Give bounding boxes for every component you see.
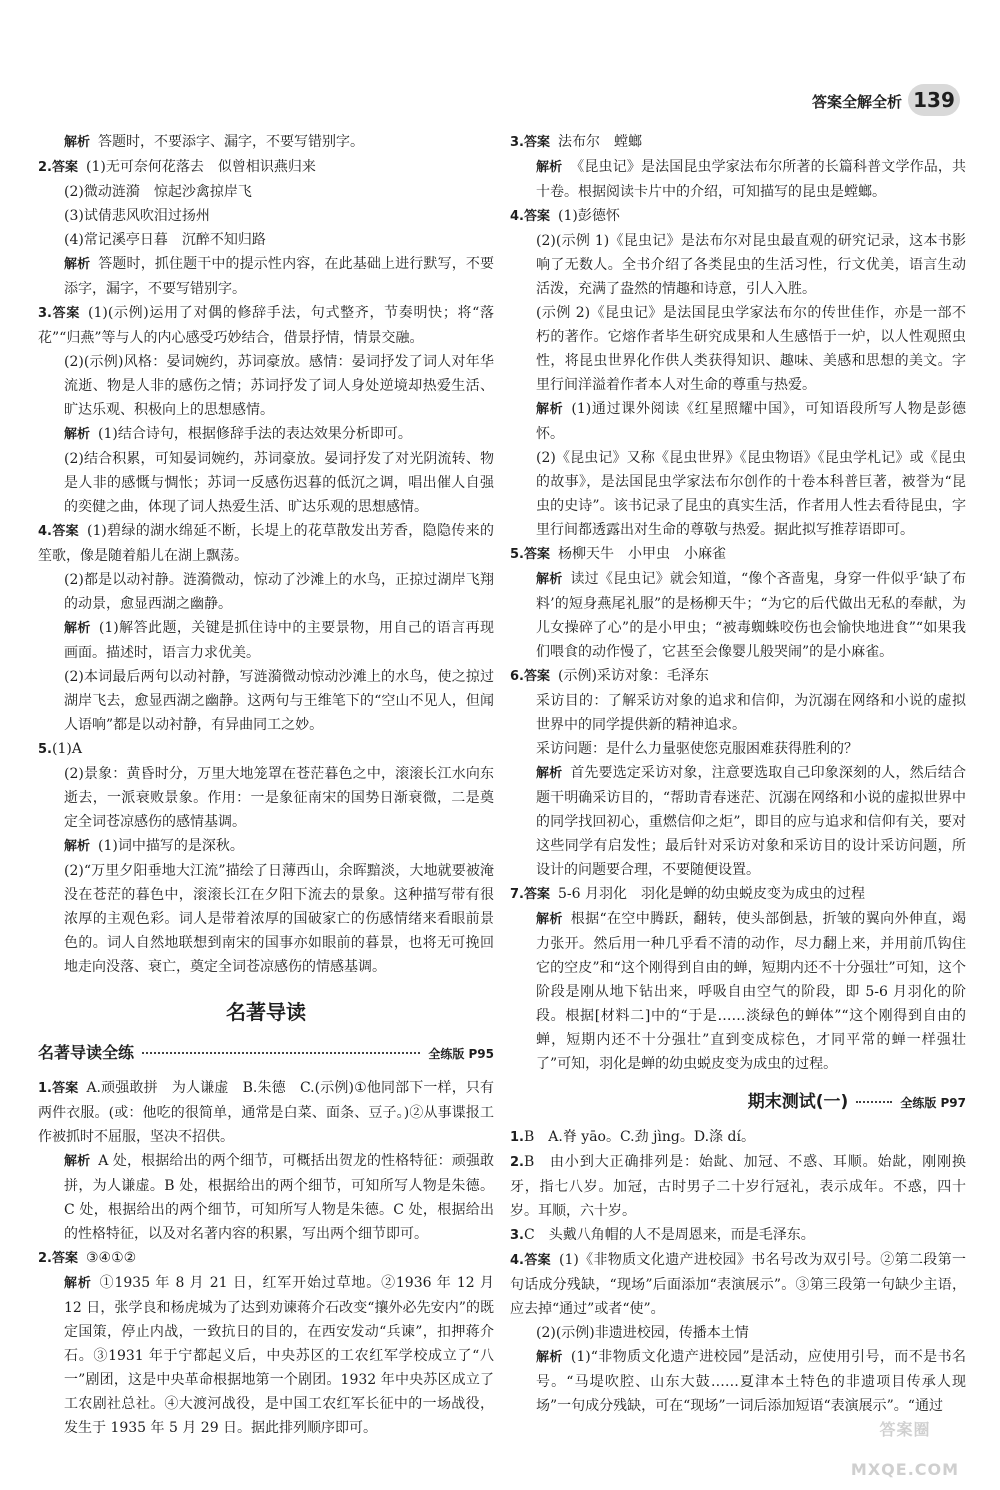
answer-label: 解析 [536,912,563,927]
answer-text: (1)碧绿的湖水绵延不断，长堤上的花草散发出芳香，隐隐传来的笙歌，像是随着船儿在湖上飘荡。 [38,523,494,564]
page-number: 139 [908,84,960,116]
answer-text: (4)常记溪亭日暮 沉醉不知归路 [64,232,266,248]
answer-line [38,130,494,155]
answer-text: (2)都是以动衬静。涟漪微动，惊动了沙滩上的水鸟，正掠过湖岸飞翔的动景，愈显西湖之幽静。 [64,572,494,612]
answer-line [510,397,966,446]
section-title: 名著导读 [226,1000,306,1024]
answer-text: (1)无可奈何花落去 似曾相识燕归来 [86,159,316,175]
question-number: 5. [510,547,524,562]
dot-leader [856,1101,892,1103]
answer-text: A.顽强敢拼 为人谦虚 B.朱德 C.(示例)①他同部下一样，只有两件衣服。(或：他吃的很简单，通常是白菜、面条、豆子。)②从事谍报工作被抓时不屈服，坚决不招供。 [38,1080,494,1145]
answer-label: 答案 [51,1081,79,1096]
answer-text: (2)结合积累，可知晏词婉约，苏词豪放。晏词抒发了对光阴流转、物是人非的感慨与惆怅；苏词一反感伤迟暮的低沉之调，唱出催人自强的奕健之曲，体现了词人热爱生活、旷达乐观的思想感情。 [64,451,494,515]
answer-label: 解析 [64,135,91,150]
answer-label: 解析 [64,839,91,854]
answer-line [38,422,494,447]
question-number: 1. [38,1081,52,1096]
answer-text: 《昆虫记》是法国昆虫学家法布尔所著的长篇科普文学作品，共十卷。根据阅读卡片中的介绍，可知描写的昆虫是螳螂。 [536,159,966,200]
question-number: 2. [38,1251,52,1266]
answer-line [38,228,494,252]
answer-line [510,737,966,761]
answer-line [38,834,494,859]
answer-line [510,1150,966,1223]
answer-text: A 处，根据给出的两个细节，可概括出贺龙的性格特征：顽强敢拼，为人谦虚。B 处，根据给出的两个细节，可知所写人物是朱德。C 处，根据给出的两个细节，可知所写人物是朱德。C 处，根据给出的性格特征，以及对名著内容的积累，写出两个细节即可。 [64,1153,494,1242]
answer-line [510,761,966,882]
answer-line [38,1149,494,1246]
question-number: 7. [510,887,524,902]
answer-label: 答案 [51,524,79,539]
answer-line [510,1248,966,1321]
answer-text: (1)《非物质文化遗产进校园》书名号改为双引号。②第二段第一句话成分残缺，“现场”后面添加“表演展示”。③第三段第一句缺少主语，应去掉“通过”或者“使”。 [510,1252,966,1317]
answer-text: (3)试倩悲风吹泪过扬州 [64,208,210,224]
answer-text: (2)“万里夕阳垂地大江流”描绘了日薄西山，余晖黯淡，大地就要被淹没在苍茫的暮色中，滚滚长江在夕阳下流去的景象。这种描写带有很浓厚的主观色彩。词人是带着浓厚的国破家亡的伤感情绪来看眼前景色的。词人自然地联想到南宋的国事亦如眼前的暮景，也将无可挽回地走向没落、衰亡，奠定全词苍凉感伤的情感基调。 [64,863,494,975]
answer-label: 答案 [523,209,550,224]
answer-line [38,180,494,204]
answer-label: 答案 [523,887,550,902]
answer-text: C 头戴八角帽的人不是周恩来，而是毛泽东。 [523,1227,815,1243]
dot-leader [142,1052,420,1054]
question-number: 6. [510,669,524,684]
answer-text: 采访问题：是什么力量驱使您克服困难获得胜利的？ [536,741,858,757]
question-number: 4. [510,1253,524,1268]
answer-line [38,155,494,180]
answer-line [38,762,494,834]
answer-line [510,301,966,397]
answer-text: 根据“在空中腾跃，翻转，使头部倒悬，折皱的翼向外伸直，竭力张开。然后用一种几乎看不清的动作，尽力翻上来，并用前爪钩住它的空皮”和“这个刚得到自由的蝉，短期内还不十分强壮”可知，这个阶段是刚从地下钻出来，呼吸自由空气的阶段，即 5-6 月羽化的阶段。根据[材料二]中的“于是……淡绿色的蝉体”“这个刚得到自由的蝉，短期内还不十分强壮”直到变成棕色，才同平常的蝉一样强壮了”可知，羽化是蝉的幼虫蜕皮变为成虫的过程。 [536,911,966,1072]
answer-text: 5-6 月羽化 羽化是蝉的幼虫蜕皮变为成虫的过程 [558,886,865,902]
answer-text: (1)结合诗句，根据修辞手法的表达效果分析即可。 [98,426,412,442]
answer-label: 解析 [536,1350,563,1365]
answer-line [38,301,494,350]
subsection-header [38,1041,494,1066]
answer-line [38,568,494,616]
answer-line [510,1223,966,1248]
answer-text: 法布尔 螳螂 [558,134,642,150]
answer-line [38,1246,494,1271]
right-column [510,130,966,1418]
answer-line [510,446,966,542]
answer-text: 答题时，不要添字、漏字，不要写错别字。 [98,134,365,150]
answer-text: (1)通过课外阅读《红星照耀中国》，可知语段所写人物是彭德怀。 [536,401,966,442]
answer-label: 答案 [523,547,550,562]
answer-label: 解析 [536,766,563,781]
answer-text: B A.脊 yāo。C.劲 jìng。D.涤 dí。 [523,1129,755,1145]
answer-text: (2)(示例)风格：晏词婉约，苏词豪放。感情：晏词抒发了词人对年华流逝、物是人非的感伤之情；苏词抒发了词人身处逆境却热爱生活、旷达乐观、积极向上的思想感情。 [64,354,494,418]
subsection-title: 期末测试(一) [747,1092,849,1112]
subsection-header [510,1090,966,1115]
left-column [38,130,494,1440]
answer-text: 杨柳天牛 小甲虫 小麻雀 [558,546,726,562]
question-number: 3. [510,1228,524,1243]
answer-text: (1)(示例)运用了对偶的修辞手法，句式整齐，节奏明快；将“落花”“归燕”等与人的内心感受巧妙结合，借景抒情，情景交融。 [38,305,494,346]
question-number: 3. [38,306,52,321]
question-number: 5. [38,742,52,757]
answer-line [510,204,966,229]
page-reference: 全练版 P95 [428,1047,494,1061]
answer-text: (2)本词最后两句以动衬静，写涟漪微动惊动沙滩上的水鸟，使之掠过湖岸飞去，愈显西湖之幽静。这两句与王维笔下的“空山不见人，但闻人语响”都是以动衬静，有异曲同工之妙。 [64,669,494,733]
answer-text: (1)词中描写的是深秋。 [98,838,244,854]
answer-line [510,1321,966,1345]
page-header [790,88,960,114]
question-number: 2. [38,160,52,175]
answer-line [510,882,966,907]
answer-line [510,155,966,204]
answer-label: 解析 [64,427,91,442]
answer-line [510,1345,966,1418]
answer-line [510,130,966,155]
answer-line [38,204,494,228]
answer-line [38,737,494,762]
answer-text: ③④①② [86,1250,137,1266]
answer-line [510,664,966,689]
question-number: 3. [510,135,524,150]
question-number: 2. [510,1155,524,1170]
section-label: 答案全解全析 [811,93,902,111]
answer-line [38,1271,494,1440]
answer-line [510,542,966,567]
answer-text: 答题时，抓住题干中的提示性内容，在此基础上进行默写，不要添字，漏字，不要写错别字。 [64,256,494,297]
answer-text: ①1935 年 8 月 21 日，红军开始过草地。②1936 年 12 月 12 日，张学良和杨虎城为了达到劝谏蒋介石改变“攘外必先安内”的既定国策，停止内战，一致抗日的目的，在西安发动“兵谏”，扣押蒋介石。③1931 年于宁都起义后，中央苏区的工农红军学校成立了“八一”剧团，这是中央革命根据地第一个剧团。1932 年中央苏区成立了工农剧社总社。④大渡河战役，是中国工农红军长征中的一场战役，发生于 1935 年 5 月 29 日。据此排列顺序即可。 [64,1275,494,1436]
answer-line [510,907,966,1076]
answer-label: 答案 [523,135,550,150]
answer-label: 答案 [51,306,80,321]
answer-line [38,859,494,979]
answer-text: (示例 2)《昆虫记》是法国昆虫学家法布尔的传世佳作，亦是一部不朽的著作。它熔作者毕生研究成果和人生感悟于一炉，以人性观照虫性，将昆虫世界化作供人类获得知识、趣味、美感和思想的美文。字里行间洋溢着作者本人对生命的尊重与热爱。 [536,305,966,393]
answer-text: (2)《昆虫记》又称《昆虫世界》《昆虫物语》《昆虫学札记》或《昆虫的故事》，是法国昆虫学家法布尔创作的十卷本科普巨著，被誉为“昆虫的史诗”。该书记录了昆虫的真实生活，作者用人性去看待昆虫，字里行间都透露出对生命的尊敬与热爱。据此拟写推荐语即可。 [536,450,966,538]
answer-line [38,350,494,422]
answer-line [38,1076,494,1149]
answer-text: (2)(示例)非遗进校园，传播本土情 [536,1325,749,1341]
answer-line [38,616,494,665]
answer-line [38,519,494,568]
answer-label: 答案 [51,1251,78,1266]
answer-label: 答案 [523,1253,551,1268]
answer-line [510,1125,966,1150]
answer-line [510,567,966,664]
subsection-title: 名著导读全练 [38,1043,135,1062]
answer-label: 答案 [523,669,550,684]
answer-line [510,689,966,737]
answer-text: (1)彭德怀 [558,208,620,224]
answer-text: (1)A [51,741,82,757]
answer-text: (2)(示例 1)《昆虫记》是法布尔对昆虫最直观的研究记录，这本书影响了无数人。全书介绍了各类昆虫的生活习性，行文优美，语言生动活泼，充满了盎然的情趣和诗意，引人入胜。 [536,233,966,297]
answer-label: 解析 [536,572,563,587]
answer-text: 首先要选定采访对象，注意要选取自己印象深刻的人，然后结合题干明确采访目的，“帮助青春迷茫、沉溺在网络和小说的虚拟世界中的同学找回初心，重燃信仰之炬”，即目的应与追求和信仰有关，要对这些同学有启发性；最后针对采访对象和采访目的设计采访问题，所设计的问题要合理，不要随便设置。 [536,765,966,878]
answer-text: 读过《昆虫记》就会知道，“像个吝啬鬼，身穿一件似乎‘缺了布料’的短身燕尾礼服”的是杨柳天牛；“为它的后代做出无私的奉献，为儿女操碎了心”的是小甲虫；“被毒蜘蛛咬伤也会愉快地进食”“如果我们喂食的动作慢了，它甚至会像婴儿般哭闹”的是小麻雀。 [536,571,966,660]
answer-line [38,447,494,519]
answer-text: (2)微动涟漪 惊起沙禽掠岸飞 [64,184,252,200]
answer-text: (2)景象：黄昏时分，万里大地笼罩在苍茫暮色之中，滚滚长江水向东逝去，一派衰败景象。作用：一是象征南宋的国势日渐衰微，二是奠定全词苍凉感伤的感情基调。 [64,766,494,830]
answer-label: 解析 [64,257,91,272]
answer-text: B 由小到大正确排列是：始龀、加冠、不惑、耳顺。始龀，刚刚换牙，指七八岁。加冠，古时男子二十岁行冠礼，表示成年。不惑，四十岁。耳顺，六十岁。 [510,1154,966,1219]
answer-text: (1)“非物质文化遗产进校园”是活动，应使用引号，而不是书名号。“马堤吹腔、山东大鼓……夏津本土特色的非遗项目传承人现场”一句成分残缺，可在“现场”一词后添加短语“表演展示”。“通过 [536,1349,966,1414]
answer-label: 解析 [64,1154,91,1169]
answer-label: 解析 [64,621,91,636]
watermark: 答案圈 MXQE.COM [850,1420,960,1479]
answer-label: 答案 [51,160,78,175]
answer-label: 解析 [64,1276,92,1291]
answer-text: (示例)采访对象：毛泽东 [558,668,709,684]
answer-text: 采访目的：了解采访对象的追求和信仰，为沉溺在网络和小说的虚拟世界中的同学提供新的精神追求。 [536,693,966,733]
question-number: 4. [38,524,52,539]
answer-line [38,665,494,737]
answer-text: (1)解答此题，关键是抓住诗中的主要景物，用自己的语言再现画面。描述时，语言力求优美。 [64,620,494,661]
answer-line [510,229,966,301]
answer-label: 解析 [536,160,563,175]
question-number: 1. [510,1130,524,1145]
answer-line [38,252,494,301]
answer-label: 解析 [536,402,564,417]
question-number: 4. [510,209,524,224]
page-reference: 全练版 P97 [900,1096,966,1110]
